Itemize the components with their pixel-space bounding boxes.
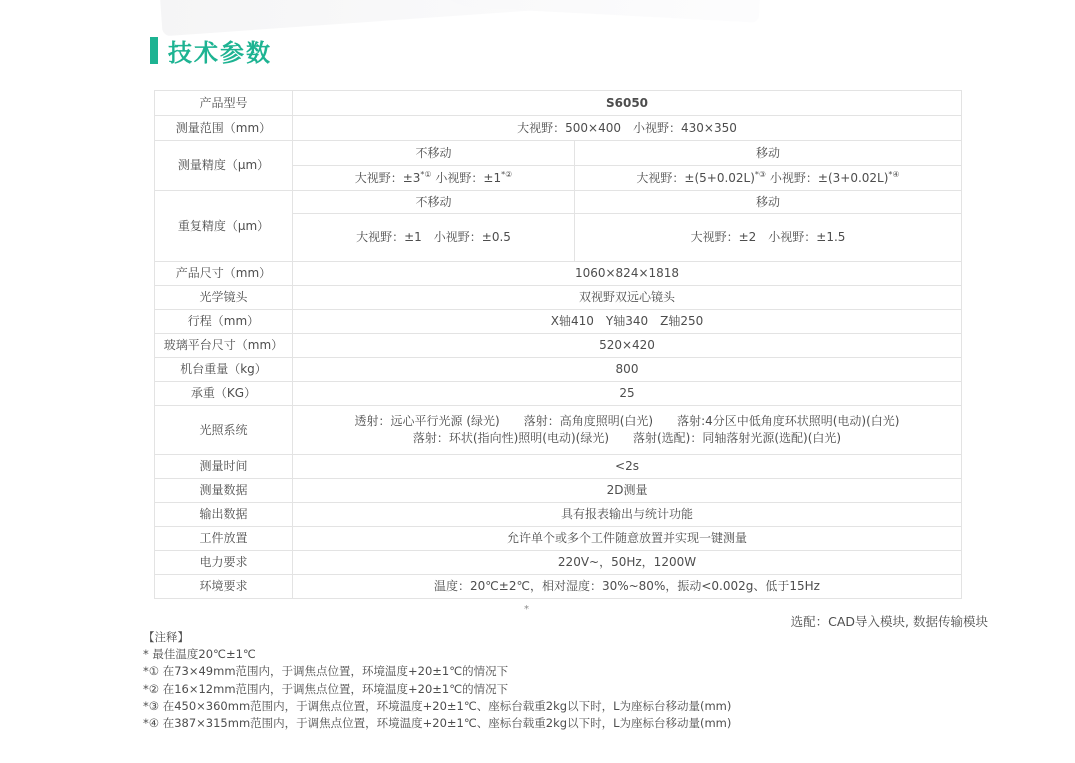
note-item: *④ 在387×315mm范围内，于调焦点位置，环境温度+20±1℃、座标台载重2kg以下时，L为座标台移动量(mm) [143,716,732,731]
table-row-range [155,116,962,141]
note-item: *③ 在450×360mm范围内，于调焦点位置，环境温度+20±1℃、座标台载重2kg以下时，L为座标台移动量(mm) [143,698,732,713]
accuracy-moving-value [575,166,962,191]
repeatability-static-value: 大视野：±1 小视野：±0.5 [293,214,575,262]
accuracy-static-value [293,166,575,191]
spec-table [154,90,962,599]
repeatability-static-header: 不移动 [293,191,575,214]
table-row-travel [155,310,962,334]
spec-label-accuracy: 测量精度（μm） [155,141,293,191]
footnote-ref-4: *④ [888,169,900,179]
accuracy-static-part1: 大视野：±3 [354,170,421,185]
table-row-data [155,479,962,503]
footnote-asterisk: * [524,604,529,615]
repeatability-moving-header: 移动 [575,191,962,214]
spec-value-time: <2s [293,455,962,479]
lighting-line-1: 透射：远心平行光源 (绿光) 落射：高角度照明(白光) 落射:4分区中低角度环状照明(电动)(白光) [354,414,900,429]
spec-label-lighting: 光照系统 [155,406,293,455]
section-title [150,33,272,68]
table-row-lighting [155,406,962,455]
table-row-lens [155,286,962,310]
spec-label-travel: 行程（mm） [155,310,293,334]
optional-modules-note: 选配：CAD导入模块, 数据传输模块 [790,614,988,629]
table-row-repeatability-header [155,191,962,214]
footnote-ref-2: *② [501,169,513,179]
spec-label-data: 测量数据 [155,479,293,503]
footnote-ref-3: *③ [754,169,767,179]
accuracy-static-part2: 小视野：±1 [431,170,502,185]
accuracy-moving-part2: 小视野：±(3+0.02L) [766,170,889,185]
footnote-ref-1: *① [420,169,432,179]
notes-block [143,629,731,732]
spec-label-output: 输出数据 [155,503,293,527]
table-row-weight [155,358,962,382]
spec-value-weight: 800 [293,358,962,382]
spec-value-placement: 允许单个或多个工件随意放置并实现一键测量 [293,527,962,551]
spec-value-range: 大视野：500×400 小视野：430×350 [293,116,962,141]
table-row-accuracy-header [155,141,962,166]
spec-label-model: 产品型号 [155,91,293,116]
spec-label-repeatability: 重复精度（μm） [155,191,293,262]
spec-label-power: 电力要求 [155,551,293,575]
table-row-placement [155,527,962,551]
table-row-platform [155,334,962,358]
spec-label-weight: 机台重量（kg） [155,358,293,382]
spec-value-model: S6050 [293,91,962,116]
spec-label-placement: 工件放置 [155,527,293,551]
note-item: *① 在73×49mm范围内，于调焦点位置，环境温度+20±1℃的情况下 [143,664,509,679]
accuracy-moving-header: 移动 [575,141,962,166]
spec-value-lens: 双视野双远心镜头 [293,286,962,310]
lighting-line-2: 落射：环状(指向性)照明(电动)(绿光) 落射(选配)：同轴落射光源(选配)(白光) [412,431,842,445]
spec-label-environment: 环境要求 [155,575,293,599]
spec-label-lens: 光学镜头 [155,286,293,310]
table-row-output [155,503,962,527]
repeatability-moving-value: 大视野：±2 小视野：±1.5 [575,214,962,262]
spec-label-load: 承重（KG） [155,382,293,406]
table-row-model [155,91,962,116]
spec-label-platform: 玻璃平台尺寸（mm） [155,334,293,358]
table-row-time [155,455,962,479]
table-row-dimensions [155,262,962,286]
table-row-environment [155,575,962,599]
table-row-power [155,551,962,575]
spec-value-environment: 温度：20℃±2℃，相对湿度：30%~80%，振动<0.002g、低于15Hz [293,575,962,599]
spec-value-load: 25 [293,382,962,406]
table-row-load [155,382,962,406]
spec-value-output: 具有报表输出与统计功能 [293,503,962,527]
spec-value-data: 2D测量 [293,479,962,503]
spec-value-power: 220V~，50Hz，1200W [293,551,962,575]
title-accent-bar-icon [150,37,158,64]
page-title: 技术参数 [168,39,272,67]
spec-value-lighting [293,406,962,455]
note-item: *② 在16×12mm范围内，于调焦点位置，环境温度+20±1℃的情况下 [143,681,509,696]
spec-label-range: 测量范围（mm） [155,116,293,141]
notes-title: 【注释】 [143,630,189,644]
accuracy-static-header: 不移动 [293,141,575,166]
spec-value-travel: X轴410 Y轴340 Z轴250 [293,310,962,334]
spec-label-time: 测量时间 [155,455,293,479]
accuracy-moving-part1: 大视野：±(5+0.02L) [636,170,755,185]
spec-value-dimensions: 1060×824×1818 [293,262,962,286]
spec-value-platform: 520×420 [293,334,962,358]
note-item: * 最佳温度20℃±1℃ [143,647,256,662]
spec-label-dimensions: 产品尺寸（mm） [155,262,293,286]
